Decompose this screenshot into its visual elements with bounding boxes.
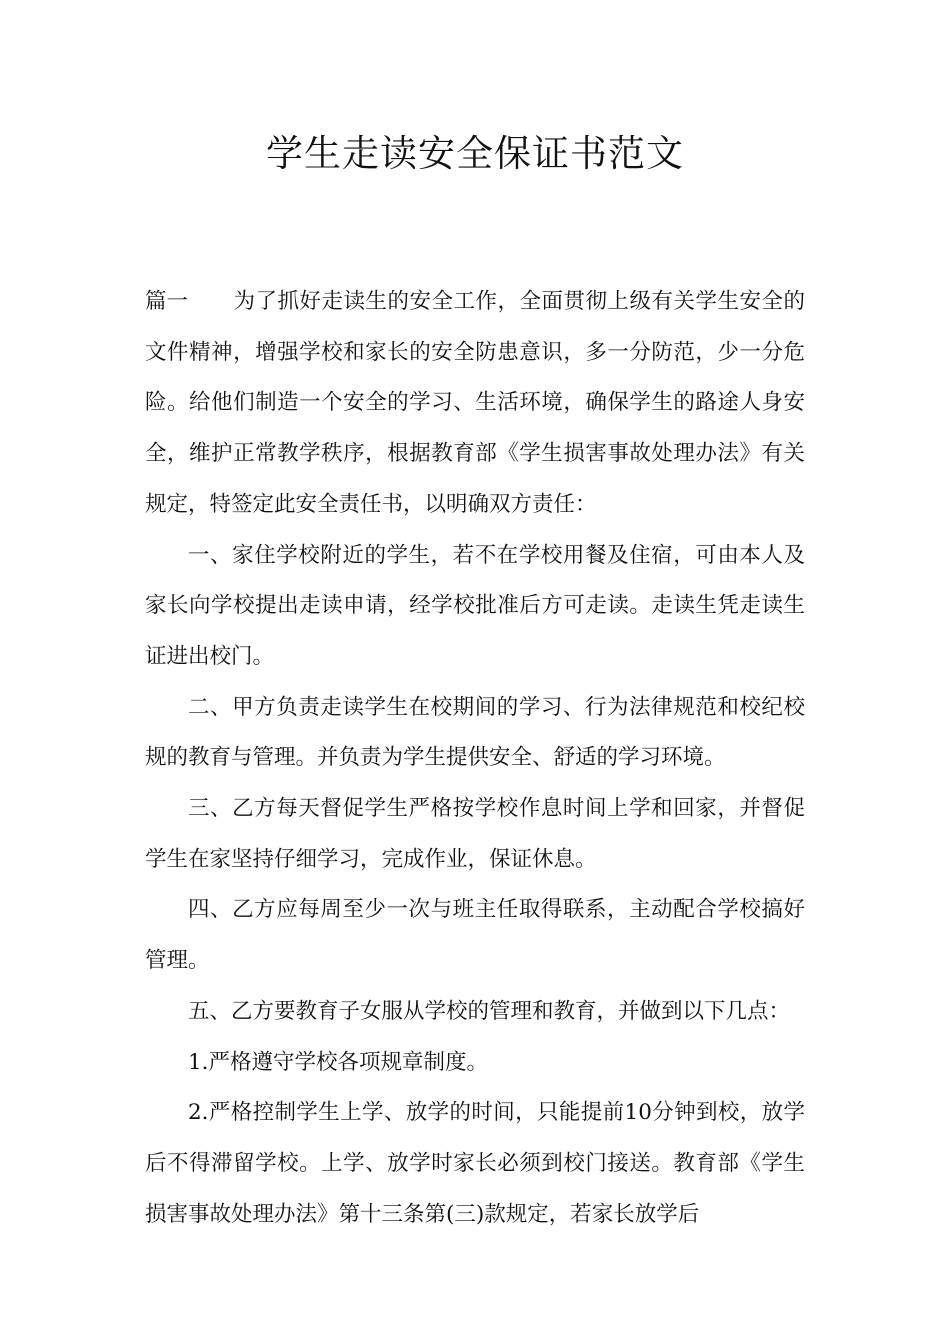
document-body	[145, 277, 805, 1240]
section-label: 篇一	[145, 289, 189, 314]
clause-paragraph: 一、家住学校附近的学生，若不在学校用餐及住宿，可由本人及家长向学校提出走读申请，经学校批准后方可走读。走读生凭走读生证进出校门。	[145, 542, 805, 669]
intro-paragraph	[145, 277, 805, 531]
sub-clause-paragraph: 2.严格控制学生上学、放学的时间，只能提前10分钟到校，放学后不得滞留学校。上学、放学时家长必须到校门接送。教育部《学生损害事故处理办法》第十三条第(三)款规定，若家长放学后	[145, 1100, 805, 1227]
document-title: 学生走读安全保证书范文	[266, 132, 684, 175]
clause-paragraph: 二、甲方负责走读学生在校期间的学习、行为法律规范和校纪校规的教育与管理。并负责为学生提供安全、舒适的学习环境。	[145, 694, 805, 771]
clause-paragraph: 四、乙方应每周至少一次与班主任取得联系，主动配合学校搞好管理。	[145, 897, 805, 974]
clause-paragraph: 三、乙方每天督促学生严格按学校作息时间上学和回家，并督促学生在家坚持仔细学习，完成作业，保证休息。	[145, 796, 805, 872]
sub-clause-paragraph: 1.严格遵守学校各项规章制度。	[188, 1049, 489, 1075]
paragraph-text: 为了抓好走读生的安全工作，全面贯彻上级有关学生安全的文件精神，增强学校和家长的安全防患意识，多一分防范，少一分危险。给他们制造一个安全的学习、生活环境，确保学生的路途人身安全，维护正常教学秩序，根据教育部《学生损害事故处理办法》有关规定，特签定此安全责任书，以明确双方责任：	[145, 289, 805, 517]
clause-paragraph: 五、乙方要教育子女服从学校的管理和教育，并做到以下几点：	[188, 998, 791, 1024]
